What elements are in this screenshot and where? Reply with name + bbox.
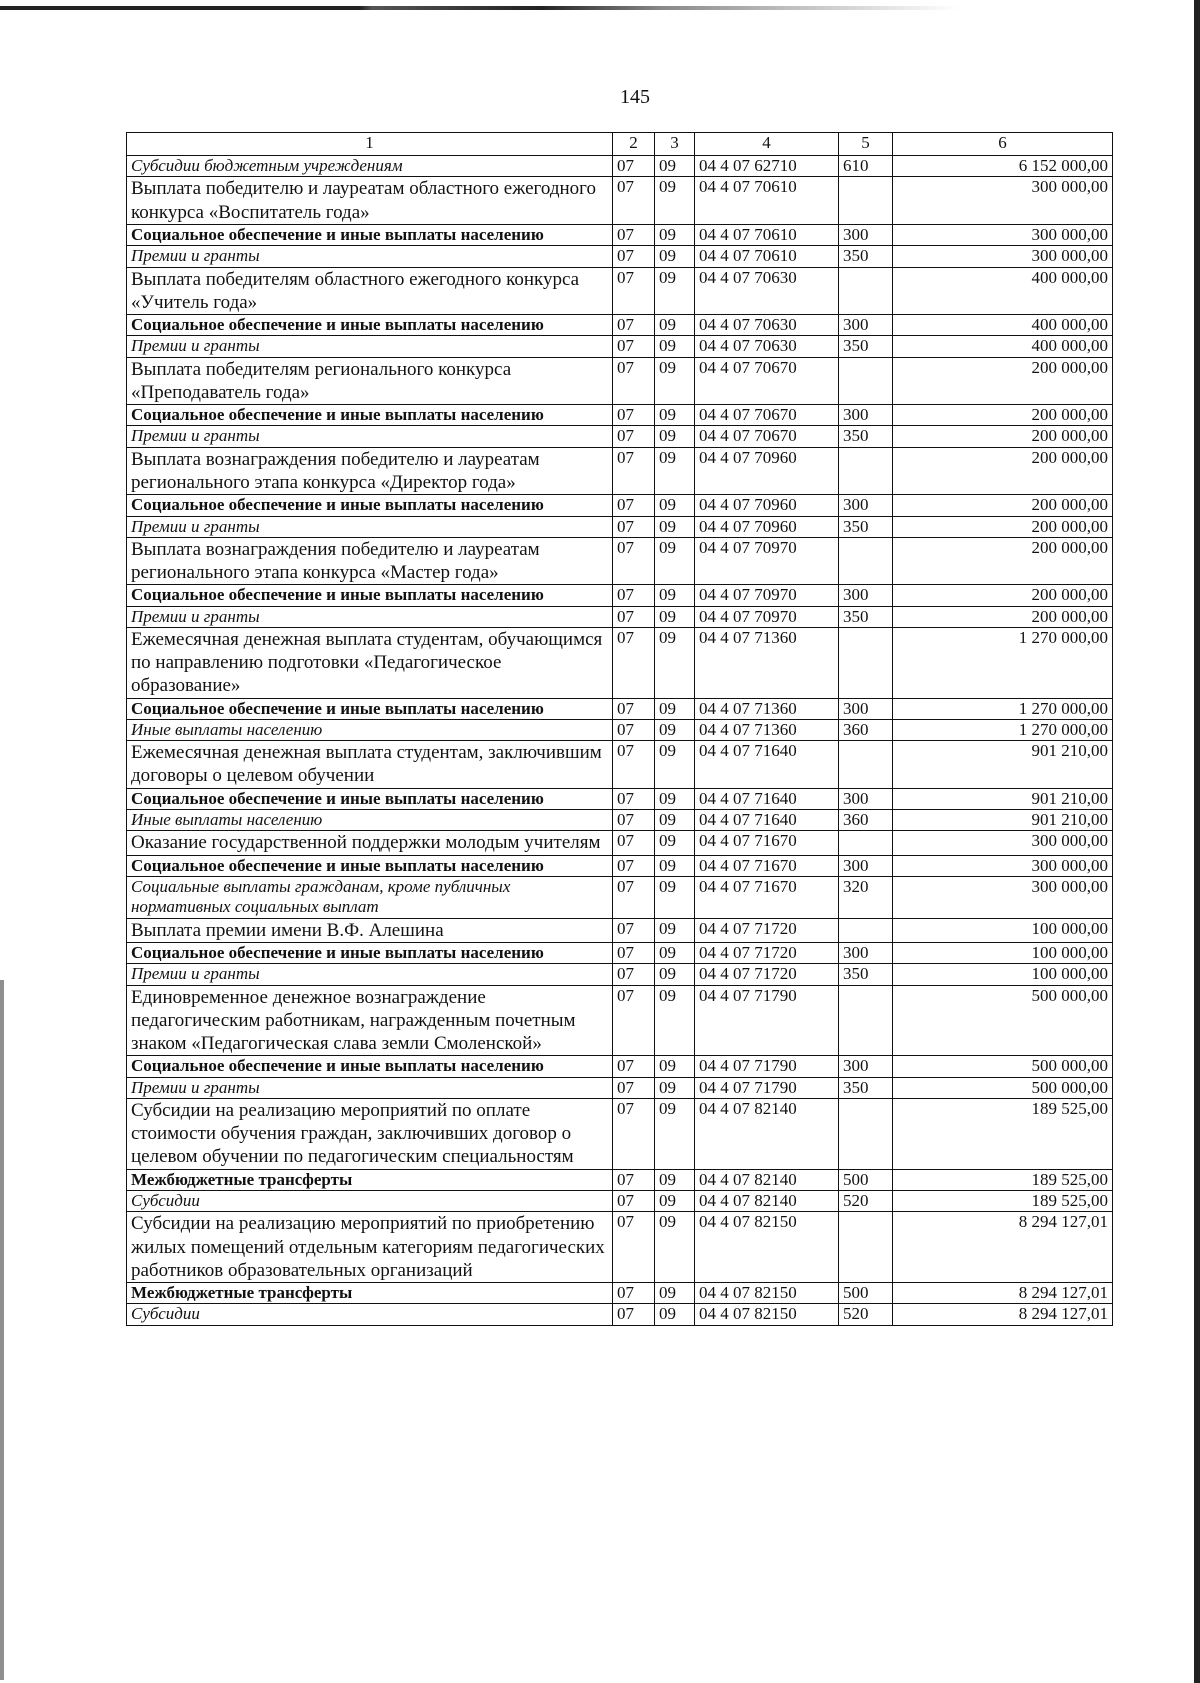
subsection-code: 09 (655, 719, 695, 740)
target-article-code: 04 4 07 71790 (695, 985, 839, 1056)
section-code: 07 (613, 831, 655, 855)
item-name: Иные выплаты населению (127, 810, 613, 831)
amount: 189 525,00 (893, 1190, 1113, 1211)
header-cell: 6 (893, 133, 1113, 156)
target-article-code: 04 4 07 82140 (695, 1099, 839, 1170)
subsection-code: 09 (655, 267, 695, 314)
subsection-code: 09 (655, 741, 695, 788)
target-article-code: 04 4 07 70630 (695, 314, 839, 335)
target-article-code: 04 4 07 70630 (695, 336, 839, 357)
target-article-code: 04 4 07 71640 (695, 741, 839, 788)
amount: 300 000,00 (893, 831, 1113, 855)
target-article-code: 04 4 07 82150 (695, 1304, 839, 1325)
section-code: 07 (613, 855, 655, 876)
expense-type-code: 500 (839, 1282, 893, 1303)
amount: 300 000,00 (893, 877, 1113, 919)
item-name: Социальное обеспечение и иные выплаты населению (127, 698, 613, 719)
section-code: 07 (613, 741, 655, 788)
target-article-code: 04 4 07 71790 (695, 1056, 839, 1077)
scan-top-line (0, 6, 1200, 10)
section-code: 07 (613, 1169, 655, 1190)
section-code: 07 (613, 942, 655, 963)
subsection-code: 09 (655, 855, 695, 876)
expense-type-code: 300 (839, 942, 893, 963)
amount: 8 294 127,01 (893, 1212, 1113, 1283)
table-row (127, 426, 1113, 447)
item-name: Выплата победителю и лауреатам областного ежегодного конкурса «Воспитатель года» (127, 177, 613, 224)
section-code: 07 (613, 516, 655, 537)
item-name: Социальные выплаты гражданам, кроме публичных нормативных социальных выплат (127, 877, 613, 919)
expense-type-code (839, 447, 893, 494)
amount: 8 294 127,01 (893, 1282, 1113, 1303)
header-cell: 2 (613, 133, 655, 156)
section-code: 07 (613, 918, 655, 942)
subsection-code: 09 (655, 831, 695, 855)
amount: 300 000,00 (893, 224, 1113, 245)
table-header-row (127, 133, 1113, 156)
expense-type-code: 350 (839, 426, 893, 447)
budget-table (126, 132, 1113, 1326)
subsection-code: 09 (655, 942, 695, 963)
item-name: Выплата победителям областного ежегодного конкурса «Учитель года» (127, 267, 613, 314)
amount: 300 000,00 (893, 855, 1113, 876)
section-code: 07 (613, 447, 655, 494)
expense-type-code: 360 (839, 719, 893, 740)
subsection-code: 09 (655, 1169, 695, 1190)
subsection-code: 09 (655, 426, 695, 447)
table-row (127, 537, 1113, 584)
subsection-code: 09 (655, 314, 695, 335)
expense-type-code: 300 (839, 698, 893, 719)
section-code: 07 (613, 1212, 655, 1283)
target-article-code: 04 4 07 70970 (695, 606, 839, 627)
subsection-code: 09 (655, 918, 695, 942)
section-code: 07 (613, 1282, 655, 1303)
section-code: 07 (613, 788, 655, 809)
item-name: Межбюджетные трансферты (127, 1282, 613, 1303)
target-article-code: 04 4 07 82150 (695, 1212, 839, 1283)
expense-type-code: 320 (839, 877, 893, 919)
header-cell: 3 (655, 133, 695, 156)
expense-type-code: 520 (839, 1304, 893, 1325)
amount: 400 000,00 (893, 336, 1113, 357)
table-row (127, 1169, 1113, 1190)
subsection-code: 09 (655, 877, 695, 919)
item-name: Социальное обеспечение и иные выплаты населению (127, 585, 613, 606)
table-row (127, 831, 1113, 855)
section-code: 07 (613, 585, 655, 606)
amount: 901 210,00 (893, 741, 1113, 788)
target-article-code: 04 4 07 70670 (695, 404, 839, 425)
item-name: Премии и гранты (127, 516, 613, 537)
amount: 1 270 000,00 (893, 698, 1113, 719)
item-name: Субсидии на реализацию мероприятий по приобретению жилых помещений отдельным категориям педагогических работников образовательных организаций (127, 1212, 613, 1283)
target-article-code: 04 4 07 71670 (695, 855, 839, 876)
table-row (127, 336, 1113, 357)
target-article-code: 04 4 07 71360 (695, 698, 839, 719)
target-article-code: 04 4 07 70970 (695, 537, 839, 584)
expense-type-code (839, 985, 893, 1056)
table-row (127, 855, 1113, 876)
item-name: Иные выплаты населению (127, 719, 613, 740)
amount: 500 000,00 (893, 985, 1113, 1056)
amount: 400 000,00 (893, 267, 1113, 314)
amount: 1 270 000,00 (893, 628, 1113, 699)
amount: 200 000,00 (893, 495, 1113, 516)
item-name: Ежемесячная денежная выплата студентам, обучающимся по направлению подготовки «Педагогическое образование» (127, 628, 613, 699)
table-row (127, 1099, 1113, 1170)
subsection-code: 09 (655, 628, 695, 699)
expense-type-code (839, 177, 893, 224)
item-name: Премии и гранты (127, 426, 613, 447)
amount: 200 000,00 (893, 447, 1113, 494)
table-row (127, 246, 1113, 267)
section-code: 07 (613, 877, 655, 919)
amount: 100 000,00 (893, 918, 1113, 942)
item-name: Межбюджетные трансферты (127, 1169, 613, 1190)
expense-type-code (839, 537, 893, 584)
section-code: 07 (613, 177, 655, 224)
item-name: Социальное обеспечение и иные выплаты населению (127, 314, 613, 335)
amount: 200 000,00 (893, 537, 1113, 584)
target-article-code: 04 4 07 82140 (695, 1169, 839, 1190)
item-name: Выплата премии имени В.Ф. Алешина (127, 918, 613, 942)
table-row (127, 224, 1113, 245)
table-row (127, 719, 1113, 740)
amount: 200 000,00 (893, 606, 1113, 627)
expense-type-code: 300 (839, 788, 893, 809)
expense-type-code: 300 (839, 1056, 893, 1077)
target-article-code: 04 4 07 70610 (695, 246, 839, 267)
amount: 100 000,00 (893, 964, 1113, 985)
table-row (127, 918, 1113, 942)
section-code: 07 (613, 985, 655, 1056)
item-name: Премии и гранты (127, 1077, 613, 1098)
amount: 400 000,00 (893, 314, 1113, 335)
amount: 189 525,00 (893, 1169, 1113, 1190)
subsection-code: 09 (655, 224, 695, 245)
expense-type-code: 300 (839, 404, 893, 425)
expense-type-code: 350 (839, 1077, 893, 1098)
section-code: 07 (613, 964, 655, 985)
target-article-code: 04 4 07 71720 (695, 918, 839, 942)
table-row (127, 1190, 1113, 1211)
section-code: 07 (613, 267, 655, 314)
item-name: Выплата победителям регионального конкурса «Преподаватель года» (127, 357, 613, 404)
expense-type-code (839, 357, 893, 404)
item-name: Выплата вознаграждения победителю и лауреатам регионального этапа конкурса «Мастер года» (127, 537, 613, 584)
target-article-code: 04 4 07 70960 (695, 447, 839, 494)
amount: 1 270 000,00 (893, 719, 1113, 740)
subsection-code: 09 (655, 1212, 695, 1283)
target-article-code: 04 4 07 71720 (695, 942, 839, 963)
subsection-code: 09 (655, 810, 695, 831)
target-article-code: 04 4 07 70630 (695, 267, 839, 314)
section-code: 07 (613, 1099, 655, 1170)
amount: 100 000,00 (893, 942, 1113, 963)
subsection-code: 09 (655, 246, 695, 267)
target-article-code: 04 4 07 71790 (695, 1077, 839, 1098)
subsection-code: 09 (655, 964, 695, 985)
item-name: Премии и гранты (127, 606, 613, 627)
amount: 901 210,00 (893, 788, 1113, 809)
table-row (127, 404, 1113, 425)
table-row (127, 447, 1113, 494)
target-article-code: 04 4 07 70610 (695, 177, 839, 224)
scan-left-shadow (0, 980, 4, 1680)
expense-type-code: 520 (839, 1190, 893, 1211)
subsection-code: 09 (655, 1282, 695, 1303)
target-article-code: 04 4 07 62710 (695, 156, 839, 177)
table-row (127, 810, 1113, 831)
expense-type-code (839, 267, 893, 314)
subsection-code: 09 (655, 537, 695, 584)
table-row (127, 267, 1113, 314)
expense-type-code: 500 (839, 1169, 893, 1190)
section-code: 07 (613, 810, 655, 831)
subsection-code: 09 (655, 698, 695, 719)
amount: 200 000,00 (893, 404, 1113, 425)
subsection-code: 09 (655, 606, 695, 627)
item-name: Оказание государственной поддержки молодым учителям (127, 831, 613, 855)
table-row (127, 156, 1113, 177)
table-row (127, 788, 1113, 809)
section-code: 07 (613, 314, 655, 335)
target-article-code: 04 4 07 70670 (695, 357, 839, 404)
expense-type-code: 300 (839, 855, 893, 876)
table-row (127, 357, 1113, 404)
amount: 901 210,00 (893, 810, 1113, 831)
section-code: 07 (613, 357, 655, 404)
section-code: 07 (613, 1056, 655, 1077)
amount: 200 000,00 (893, 357, 1113, 404)
item-name: Ежемесячная денежная выплата студентам, заключившим договоры о целевом обучении (127, 741, 613, 788)
expense-type-code (839, 831, 893, 855)
expense-type-code (839, 628, 893, 699)
expense-type-code: 610 (839, 156, 893, 177)
subsection-code: 09 (655, 516, 695, 537)
target-article-code: 04 4 07 71360 (695, 628, 839, 699)
table-row (127, 314, 1113, 335)
table-row (127, 1282, 1113, 1303)
subsection-code: 09 (655, 1056, 695, 1077)
item-name: Субсидии (127, 1304, 613, 1325)
item-name: Социальное обеспечение и иные выплаты населению (127, 224, 613, 245)
item-name: Премии и гранты (127, 336, 613, 357)
page-number: 145 (620, 86, 650, 108)
subsection-code: 09 (655, 985, 695, 1056)
section-code: 07 (613, 1304, 655, 1325)
table-row (127, 177, 1113, 224)
table-row (127, 606, 1113, 627)
subsection-code: 09 (655, 1304, 695, 1325)
item-name: Социальное обеспечение и иные выплаты населению (127, 788, 613, 809)
table-row (127, 877, 1113, 919)
target-article-code: 04 4 07 70610 (695, 224, 839, 245)
item-name: Премии и гранты (127, 246, 613, 267)
amount: 8 294 127,01 (893, 1304, 1113, 1325)
target-article-code: 04 4 07 82140 (695, 1190, 839, 1211)
section-code: 07 (613, 404, 655, 425)
target-article-code: 04 4 07 70970 (695, 585, 839, 606)
item-name: Премии и гранты (127, 964, 613, 985)
subsection-code: 09 (655, 1077, 695, 1098)
section-code: 07 (613, 719, 655, 740)
table-row (127, 741, 1113, 788)
expense-type-code (839, 918, 893, 942)
subsection-code: 09 (655, 1099, 695, 1170)
subsection-code: 09 (655, 447, 695, 494)
table-row (127, 1077, 1113, 1098)
item-name: Социальное обеспечение и иные выплаты населению (127, 855, 613, 876)
table-row (127, 516, 1113, 537)
expense-type-code (839, 741, 893, 788)
table-row (127, 585, 1113, 606)
target-article-code: 04 4 07 71720 (695, 964, 839, 985)
subsection-code: 09 (655, 156, 695, 177)
table-row (127, 985, 1113, 1056)
table-row (127, 1056, 1113, 1077)
section-code: 07 (613, 698, 655, 719)
expense-type-code: 300 (839, 495, 893, 516)
section-code: 07 (613, 628, 655, 699)
target-article-code: 04 4 07 71640 (695, 788, 839, 809)
item-name: Выплата вознаграждения победителю и лауреатам регионального этапа конкурса «Директор года» (127, 447, 613, 494)
item-name: Социальное обеспечение и иные выплаты населению (127, 495, 613, 516)
amount: 300 000,00 (893, 246, 1113, 267)
target-article-code: 04 4 07 71640 (695, 810, 839, 831)
header-cell: 1 (127, 133, 613, 156)
section-code: 07 (613, 606, 655, 627)
target-article-code: 04 4 07 71670 (695, 831, 839, 855)
item-name: Субсидии (127, 1190, 613, 1211)
section-code: 07 (613, 156, 655, 177)
table-row (127, 628, 1113, 699)
header-cell: 5 (839, 133, 893, 156)
target-article-code: 04 4 07 70670 (695, 426, 839, 447)
item-name: Социальное обеспечение и иные выплаты населению (127, 942, 613, 963)
table-row (127, 698, 1113, 719)
section-code: 07 (613, 1077, 655, 1098)
amount: 300 000,00 (893, 177, 1113, 224)
item-name: Субсидии бюджетным учреждениям (127, 156, 613, 177)
item-name: Субсидии на реализацию мероприятий по оплате стоимости обучения граждан, заключивших договор о целевом обучении по педагогическим специальностям (127, 1099, 613, 1170)
expense-type-code: 300 (839, 314, 893, 335)
table-row (127, 1304, 1113, 1325)
amount: 200 000,00 (893, 516, 1113, 537)
section-code: 07 (613, 246, 655, 267)
section-code: 07 (613, 426, 655, 447)
subsection-code: 09 (655, 357, 695, 404)
scan-right-edge (1194, 0, 1200, 1683)
section-code: 07 (613, 224, 655, 245)
expense-type-code: 360 (839, 810, 893, 831)
item-name: Социальное обеспечение и иные выплаты населению (127, 404, 613, 425)
expense-type-code: 300 (839, 585, 893, 606)
table-body (127, 156, 1113, 1326)
subsection-code: 09 (655, 788, 695, 809)
target-article-code: 04 4 07 71360 (695, 719, 839, 740)
header-cell: 4 (695, 133, 839, 156)
table-row (127, 964, 1113, 985)
amount: 500 000,00 (893, 1077, 1113, 1098)
target-article-code: 04 4 07 70960 (695, 495, 839, 516)
subsection-code: 09 (655, 495, 695, 516)
table-row (127, 1212, 1113, 1283)
section-code: 07 (613, 495, 655, 516)
target-article-code: 04 4 07 70960 (695, 516, 839, 537)
amount: 189 525,00 (893, 1099, 1113, 1170)
table-row (127, 942, 1113, 963)
amount: 500 000,00 (893, 1056, 1113, 1077)
amount: 200 000,00 (893, 426, 1113, 447)
subsection-code: 09 (655, 404, 695, 425)
target-article-code: 04 4 07 71670 (695, 877, 839, 919)
target-article-code: 04 4 07 82150 (695, 1282, 839, 1303)
subsection-code: 09 (655, 177, 695, 224)
subsection-code: 09 (655, 1190, 695, 1211)
table-row (127, 495, 1113, 516)
expense-type-code: 300 (839, 224, 893, 245)
expense-type-code: 350 (839, 516, 893, 537)
subsection-code: 09 (655, 336, 695, 357)
item-name: Единовременное денежное вознаграждение педагогическим работникам, награжденным почетным знаком «Педагогическая слава земли Смоленской» (127, 985, 613, 1056)
amount: 200 000,00 (893, 585, 1113, 606)
expense-type-code: 350 (839, 606, 893, 627)
expense-type-code: 350 (839, 964, 893, 985)
amount: 6 152 000,00 (893, 156, 1113, 177)
item-name: Социальное обеспечение и иные выплаты населению (127, 1056, 613, 1077)
section-code: 07 (613, 336, 655, 357)
expense-type-code (839, 1212, 893, 1283)
section-code: 07 (613, 537, 655, 584)
expense-type-code (839, 1099, 893, 1170)
expense-type-code: 350 (839, 336, 893, 357)
expense-type-code: 350 (839, 246, 893, 267)
section-code: 07 (613, 1190, 655, 1211)
subsection-code: 09 (655, 585, 695, 606)
